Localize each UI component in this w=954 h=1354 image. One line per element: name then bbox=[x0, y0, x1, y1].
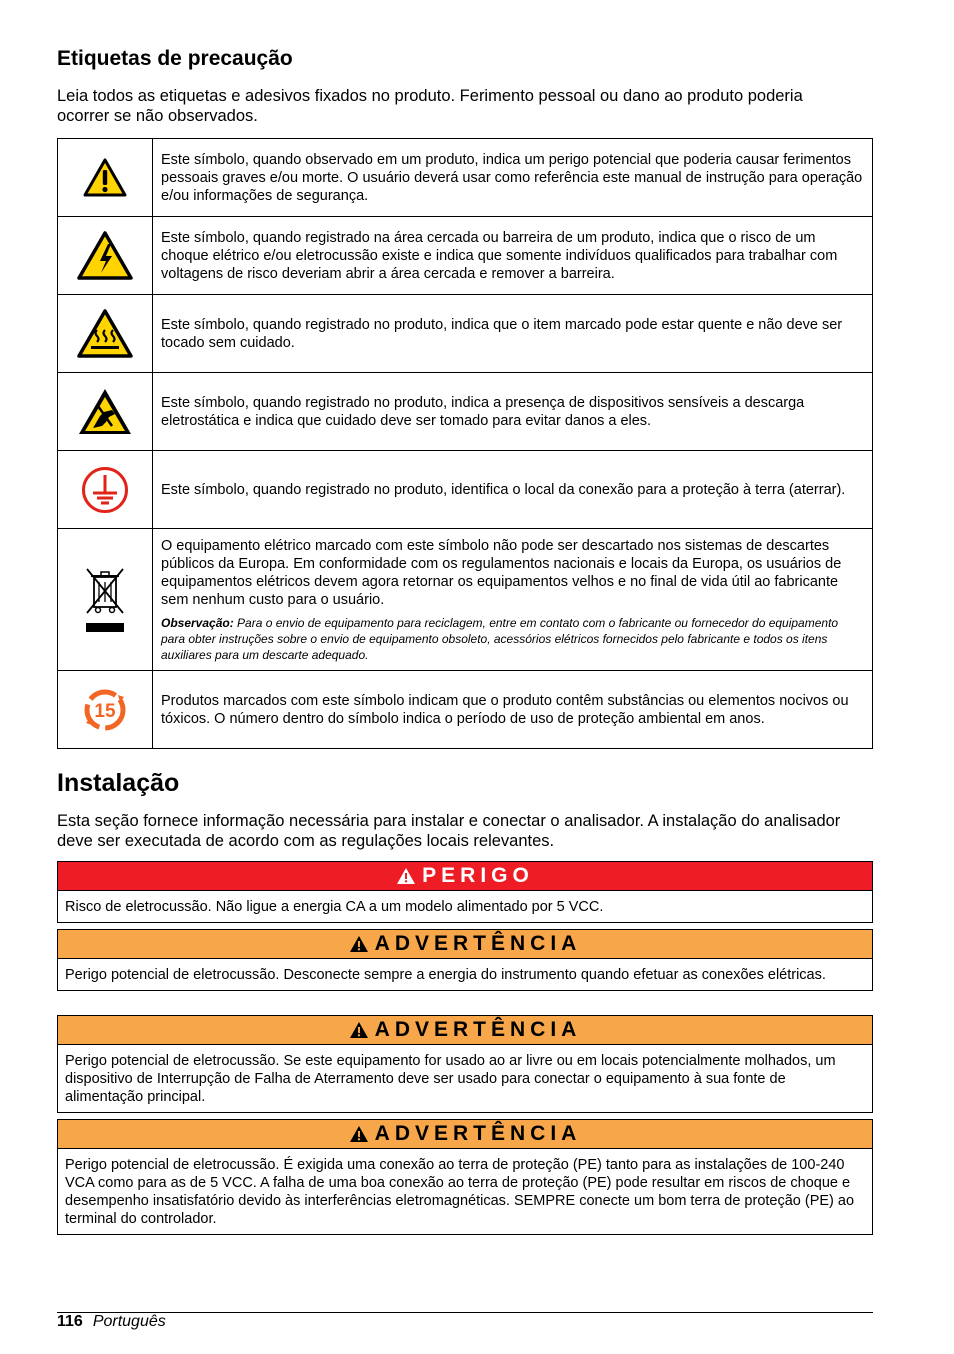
warning-label: ADVERTÊNCIA bbox=[374, 932, 582, 955]
warning-text: Perigo potencial de eletrocussão. Se este equipamento for usado ao ar livre ou em locais potencialmente molhados, um dispositivo de Interrupção de Falha de Aterramento deve ser usado para conectar o equipamento à sua fonte de alimentação principal. bbox=[65, 1053, 836, 1105]
symbol-description: Produtos marcados com este símbolo indicam que o produto contêm substâncias ou elementos nocivos ou tóxicos. O número dentro do símbolo indica o período de uso de proteção ambiental em anos. bbox=[153, 671, 873, 749]
footer-divider bbox=[57, 1312, 873, 1313]
hot-surface-icon bbox=[58, 295, 153, 373]
efup-number: 15 bbox=[94, 700, 116, 722]
table-row bbox=[58, 671, 873, 749]
table-row bbox=[58, 139, 873, 217]
note-label: Observação: bbox=[161, 615, 234, 630]
page-footer bbox=[57, 1313, 166, 1331]
symbol-table bbox=[57, 138, 873, 749]
warning-label: ADVERTÊNCIA bbox=[374, 1018, 582, 1041]
warning-header bbox=[58, 1016, 872, 1045]
warning-header bbox=[58, 1120, 872, 1149]
symbol-description: Este símbolo, quando registrado na área cercada ou barreira de um produto, indica que o risco de um choque elétrico e/ou eletrocussão existe e indica que somente indivíduos qualificados para trabalhar com voltagens de risco deveriam abrir a área cercada e remover a barreira. bbox=[153, 217, 873, 295]
warning-sign-icon bbox=[396, 867, 416, 885]
symbol-description: Este símbolo, quando registrado no produto, identifica o local da conexão para a proteção à terra (aterrar). bbox=[153, 451, 873, 529]
warning-box bbox=[57, 1119, 873, 1235]
efup-15-icon bbox=[58, 671, 153, 749]
warning-sign-icon bbox=[349, 1021, 369, 1039]
electrical-hazard-icon bbox=[58, 217, 153, 295]
table-row bbox=[58, 451, 873, 529]
protective-earth-icon bbox=[58, 451, 153, 529]
warning-sign-icon bbox=[349, 935, 369, 953]
warning-sign-icon bbox=[349, 1125, 369, 1143]
warning-text: Perigo potencial de eletrocussão. Desconecte sempre a energia do instrumento quando efetuar as conexões elétricas. bbox=[65, 967, 826, 983]
weee-cell bbox=[153, 529, 873, 671]
symbol-description: Este símbolo, quando registrado no produto, indica a presença de dispositivos sensíveis a descarga eletrostática e indica que cuidado deve ser tomado para evitar danos a eles. bbox=[153, 373, 873, 451]
installation-heading: Instalação bbox=[57, 769, 180, 797]
caution-heading: Etiquetas de precaução bbox=[57, 47, 293, 70]
note-text: Para o envio de equipamento para reciclagem, entre em contato com o fabricante ou fornecedor do equipamento para obter instruções sobre o envio de equipamento obsoleto, acessórios elétricos fornecidos pelo fabricante e todos os itens auxiliares para um descarte adequado. bbox=[161, 615, 839, 662]
symbol-description: Este símbolo, quando registrado no produto, indica que o item marcado pode estar quente e não deve ser tocado sem cuidado. bbox=[153, 295, 873, 373]
page-number: 116 bbox=[57, 1313, 83, 1330]
danger-text: Risco de eletrocussão. Não ligue a energia CA a um modelo alimentado por 5 VCC. bbox=[65, 899, 604, 915]
warning-header bbox=[58, 930, 872, 959]
esd-icon bbox=[58, 373, 153, 451]
danger-box bbox=[57, 861, 873, 923]
symbol-description: Este símbolo, quando observado em um produto, indica um perigo potencial que poderia causar ferimentos pessoais graves e/ou morte. O usuário deverá usar como referência este manual de instrução para operação e/ou informações de segurança. bbox=[153, 139, 873, 217]
danger-label: PERIGO bbox=[422, 864, 534, 887]
symbol-description: O equipamento elétrico marcado com este símbolo não pode ser descartado nos sistemas de descartes públicos da Europa. Em conformidade com os regulamentos nacionais e locais da Europa, os usuários de equipamentos elétricos devem agora retornar os equipamentos velhos e no final de vida útil ao fabricante sem nenhum custo para o usuário. bbox=[161, 537, 842, 608]
table-row bbox=[58, 373, 873, 451]
table-row bbox=[58, 529, 873, 671]
warning-text: Perigo potencial de eletrocussão. É exigida uma conexão ao terra de proteção (PE) tanto para as instalações de 100-240 VCA como para as de 5 VCC. A falha de uma boa conexão ao terra de proteção (PE) pode resultar em riscos de choque e desempenho insatisfatório devido às interferências eletromagnéticas. SEMPRE conecte um bom terra de proteção (PE) ao terminal do controlador. bbox=[65, 1157, 855, 1227]
table-row bbox=[58, 217, 873, 295]
installation-intro: Esta seção fornece informação necessária para instalar e conectar o analisador. A instalação do analisador deve ser executada de acordo com as regulações locais relevantes. bbox=[57, 812, 841, 850]
caution-intro: Leia todos as etiquetas e adesivos fixados no produto. Ferimento pessoal ou dano ao produto poderia ocorrer se não observados. bbox=[57, 87, 803, 125]
warning-triangle-icon bbox=[58, 139, 153, 217]
footer-language: Português bbox=[92, 1313, 166, 1330]
warning-label: ADVERTÊNCIA bbox=[374, 1122, 582, 1145]
danger-header bbox=[58, 862, 872, 891]
warning-box bbox=[57, 1015, 873, 1113]
weee-bin-icon bbox=[58, 529, 153, 671]
table-row bbox=[58, 295, 873, 373]
warning-box bbox=[57, 929, 873, 991]
weee-note bbox=[161, 615, 864, 663]
